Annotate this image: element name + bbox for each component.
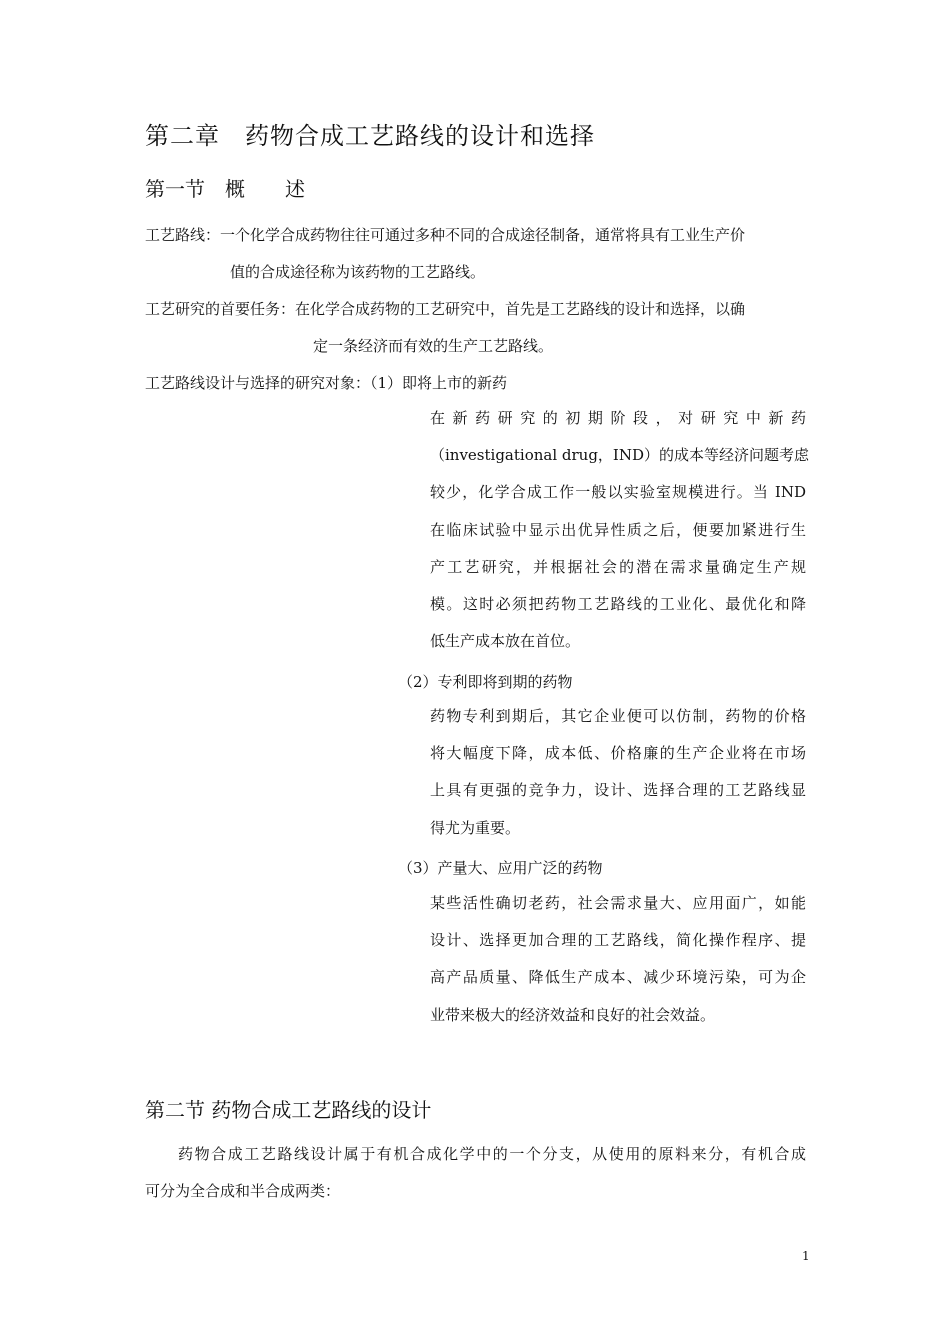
item-1-line: 在新药研究的初期阶段，对研究中新药 <box>430 409 806 427</box>
item-1-body <box>430 400 810 660</box>
task-definition-line-1: 工艺研究的首要任务：在化学合成药物的工艺研究中，首先是工艺路线的设计和选择，以确 <box>145 300 746 318</box>
route-definition-line-1: 工艺路线：一个化学合成药物往往可通过多种不同的合成途径制备，通常将具有工业生产价 <box>145 226 746 244</box>
item-2-body <box>430 698 806 847</box>
item-2-line: 药物专利到期后，其它企业便可以仿制，药物的价格 <box>430 707 806 725</box>
item-3-body <box>430 885 806 1034</box>
item-1-line: （investigational drug，IND）的成本等经济问题考虑 <box>430 446 810 465</box>
section-2-paragraph-line-1: 药物合成工艺路线设计属于有机合成化学中的一个分支，从使用的原料来分，有机合成 <box>178 1145 806 1163</box>
item-1-line: 模。这时必须把药物工艺路线的工业化、最优化和降 <box>430 594 806 613</box>
item-1-line: 较少，化学合成工作一般以实验室规模进行。当 IND <box>430 483 806 502</box>
item-1-line: 低生产成本放在首位。 <box>430 632 581 651</box>
section-2-title: 第二节 药物合成工艺路线的设计 <box>145 1098 432 1122</box>
research-objects-line: 工艺路线设计与选择的研究对象：（1）即将上市的新药 <box>145 374 508 392</box>
item-3-line: 业带来极大的经济效益和良好的社会效益。 <box>430 1005 716 1024</box>
chapter-title: 第二章 药物合成工艺路线的设计和选择 <box>145 122 595 150</box>
route-definition-line-2: 值的合成途径称为该药物的工艺路线。 <box>230 263 486 281</box>
item-3-line: 高产品质量、降低生产成本、减少环境污染，可为企 <box>430 968 806 987</box>
section-2-paragraph-line-2: 可分为全合成和半合成两类： <box>145 1182 341 1200</box>
item-3-heading: （3）产量大、应用广泛的药物 <box>398 859 603 877</box>
item-1-line: 在临床试验中显示出优异性质之后，便要加紧进行生 <box>430 520 806 539</box>
item-2-line: 将大幅度下降，成本低、价格廉的生产企业将在市场 <box>430 744 806 763</box>
item-2-heading: （2）专利即将到期的药物 <box>398 673 573 691</box>
task-definition-line-2: 定一条经济而有效的生产工艺路线。 <box>313 337 554 355</box>
item-2-line: 上具有更强的竞争力，设计、选择合理的工艺路线显 <box>430 781 806 800</box>
item-3-line: 设计、选择更加合理的工艺路线，简化操作程序、提 <box>430 931 806 950</box>
item-2-line: 得尤为重要。 <box>430 818 521 837</box>
section-1-title: 第一节 概 述 <box>145 177 305 201</box>
page-number: 1 <box>802 1249 810 1263</box>
item-3-line: 某些活性确切老药，社会需求量大、应用面广，如能 <box>430 894 806 912</box>
item-1-line: 产工艺研究，并根据社会的潜在需求量确定生产规 <box>430 557 806 576</box>
